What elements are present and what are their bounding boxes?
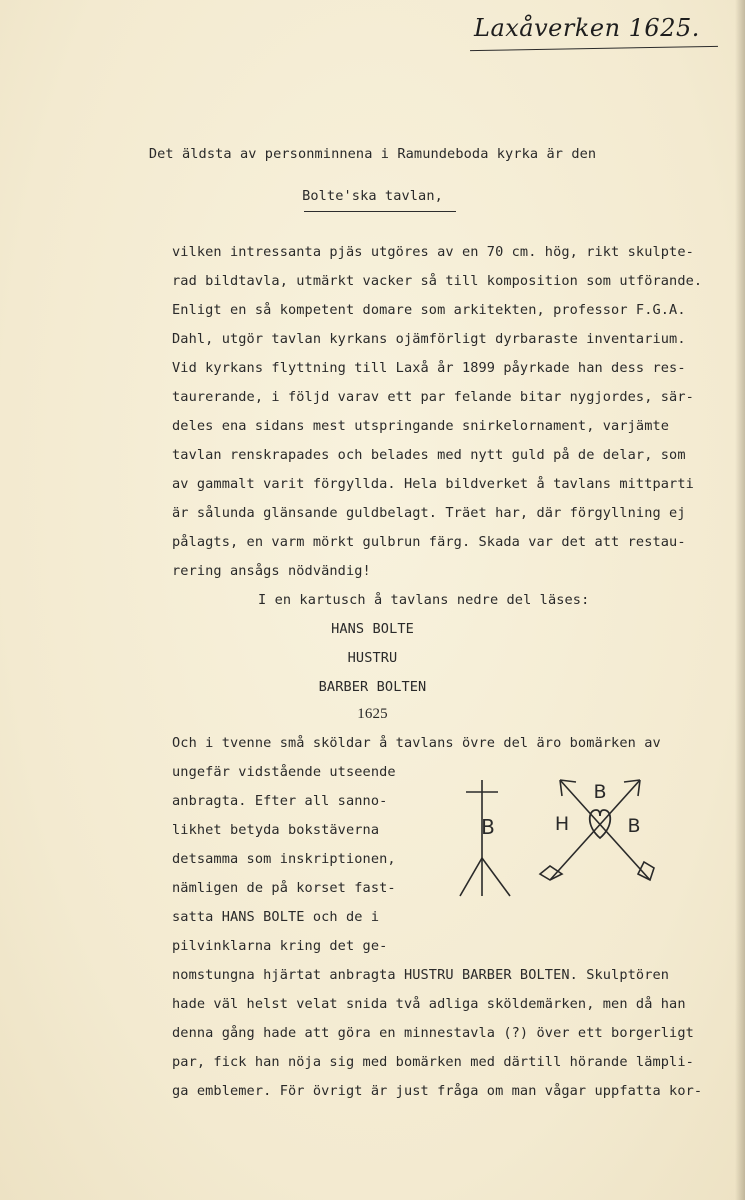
paragraph-line: Vid kyrkans flyttning till Laxå år 1899 påyrkade han dess res- <box>172 360 686 376</box>
handwritten-title: Laxåverken 1625. <box>474 14 700 42</box>
paragraph-line: Enligt en så kompetent domare som arkitekten, professor F.G.A. <box>172 302 686 318</box>
page-edge-shadow <box>735 0 745 1200</box>
paragraph-line: ungefär vidstående utseende <box>172 764 396 780</box>
paragraph-line: pilvinklarna kring det ge- <box>172 938 388 954</box>
cartouche-intro: I en kartusch å tavlans nedre del läses: <box>258 592 590 608</box>
paragraph-line: rering ansågs nödvändig! <box>172 563 371 579</box>
paragraph-line: tavlan renskrapades och belades med nytt guld på de delar, som <box>172 447 686 463</box>
handwritten-title-underline <box>470 46 718 51</box>
inscription-hustru: HUSTRU <box>347 650 398 666</box>
paragraph-line: satta HANS BOLTE och de i <box>172 909 380 925</box>
house-marks-drawing <box>450 770 670 910</box>
paragraph-line: par, fick han nöja sig med bomärken med därtill hörande lämpli- <box>172 1054 694 1070</box>
paragraph-line: likhet betyda bokstäverna <box>172 822 380 838</box>
paragraph-line: detsamma som inskriptionen, <box>172 851 396 867</box>
paragraph-line: pålagts, en varm mörkt gulbrun färg. Skada var det att restau- <box>172 534 686 550</box>
heart-top-letter: B <box>593 781 607 803</box>
paragraph-line: Dahl, utgör tavlan kyrkans ojämförligt dyrbaraste inventarium. <box>172 331 686 347</box>
heart-right-letter: B <box>627 815 641 837</box>
paragraph-line: av gammalt varit förgyllda. Hela bildverket å tavlans mittparti <box>172 476 694 492</box>
paragraph-line: deles ena sidans mest utspringande snirkelornament, varjämte <box>172 418 670 434</box>
inscription-wife: BARBER BOLTEN <box>318 679 427 695</box>
paragraph-line: ga emblemer. För övrigt är just fråga om man vågar uppfatta kor- <box>172 1083 703 1099</box>
paragraph-line: Och i tvenne små sköldar å tavlans övre del äro bomärken av <box>172 735 661 751</box>
inscription-year: 1625 <box>357 706 388 722</box>
paragraph-line: nomstungna hjärtat anbragta HUSTRU BARBER BOLTEN. Skulptören <box>172 967 670 983</box>
paragraph-line: taurerande, i följd varav ett par felande bitar nygjordes, sär- <box>172 389 694 405</box>
inscription-name: HANS BOLTE <box>331 621 414 637</box>
heart-left-letter: H <box>554 813 570 835</box>
paragraph-line: är sålunda glänsande guldbelagt. Träet har, där förgyllning ej <box>172 505 686 521</box>
cross-letter: B <box>481 815 495 839</box>
title-underline <box>304 211 456 212</box>
intro-line: Det äldsta av personminnena i Ramundeboda kyrka är den <box>148 146 597 162</box>
paragraph-line: vilken intressanta pjäs utgöres av en 70 cm. hög, rikt skulpte- <box>172 244 694 260</box>
paragraph-line: rad bildtavla, utmärkt vacker så till komposition som utförande. <box>172 273 703 289</box>
document-title: Bolte'ska tavlan, <box>302 188 443 204</box>
paragraph-line: denna gång hade att göra en minnestavla (?) över ett borgerligt <box>172 1025 694 1041</box>
paragraph-line: anbragta. Efter all sanno- <box>172 793 388 809</box>
paragraph-line: nämligen de på korset fast- <box>172 880 396 896</box>
paragraph-line: hade väl helst velat snida två adliga sköldemärken, men då han <box>172 996 686 1012</box>
